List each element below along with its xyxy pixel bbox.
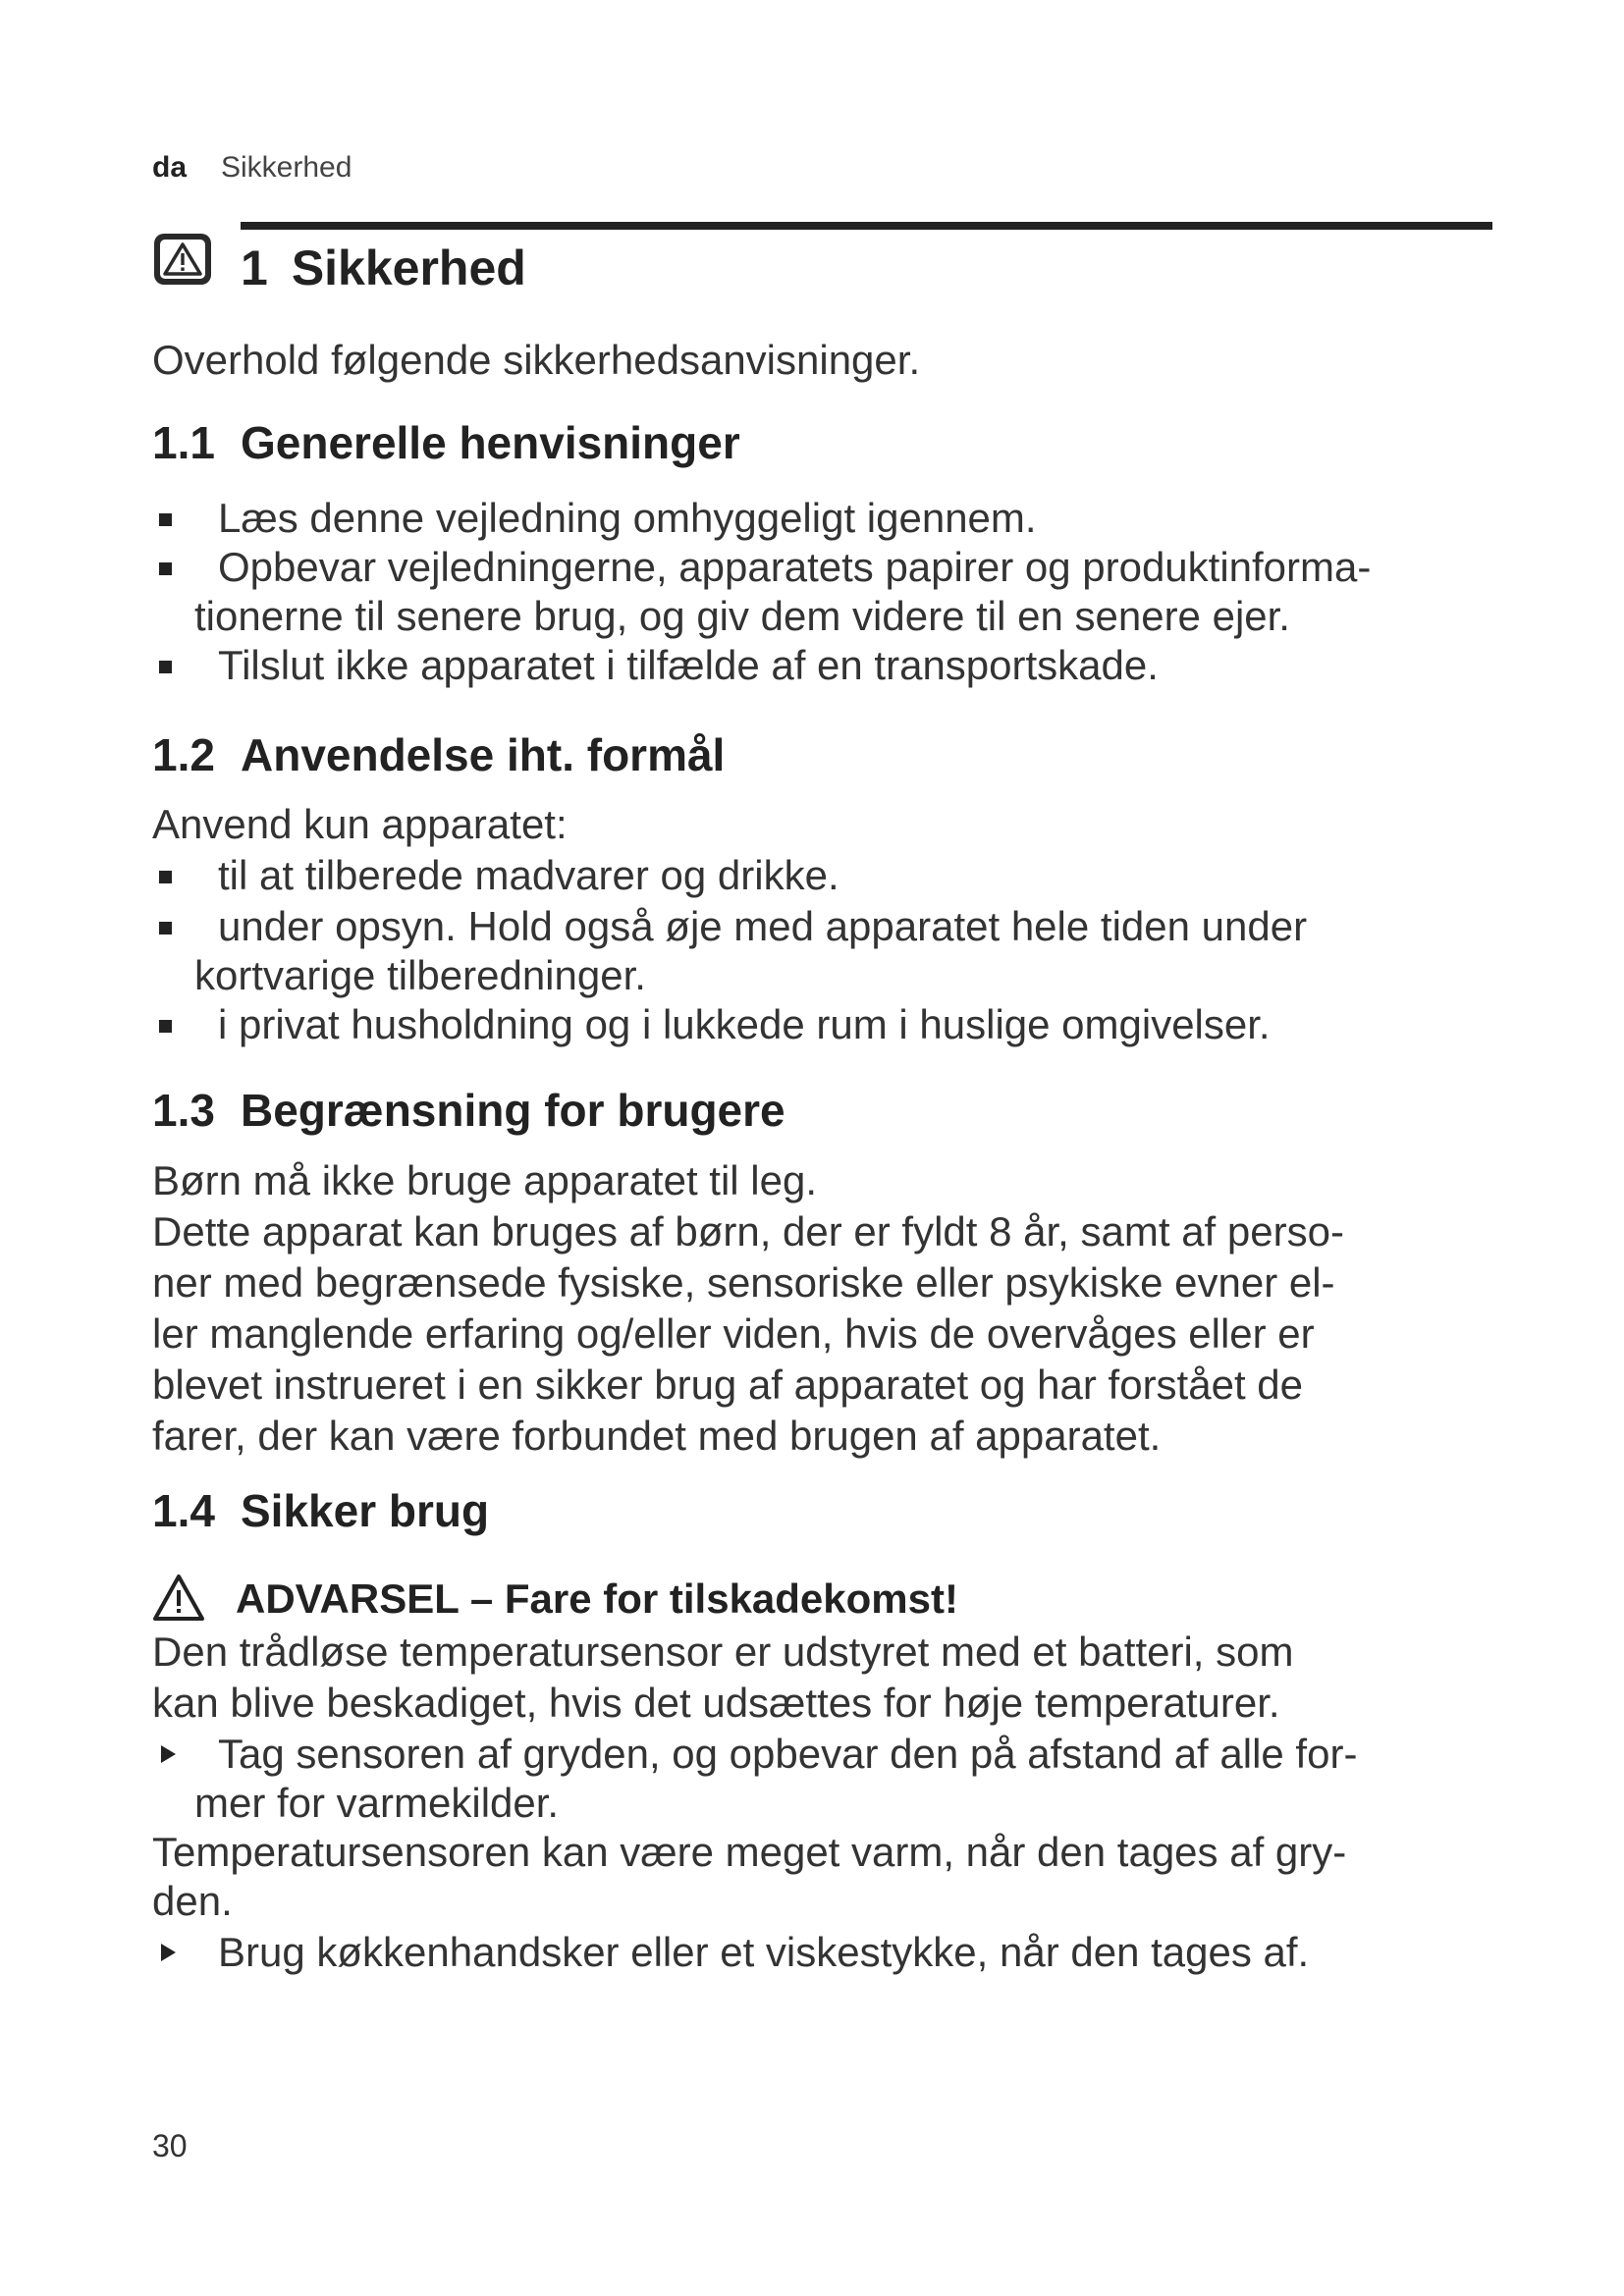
section-number: 1.3 — [152, 1085, 215, 1136]
paragraph: Anvend kun apparatet: — [152, 801, 568, 847]
paragraph-line: Den trådløse temperatursensor er udstyret med et batteri, som — [152, 1629, 1294, 1675]
section-heading-1-1 — [152, 416, 740, 469]
warning-triangle-icon — [152, 1574, 205, 1623]
list-item: under opsyn. Hold også øje med apparatet hele tiden under — [218, 903, 1308, 949]
list-item: Opbevar vejledningerne, apparatets papirer og produktinforma- — [218, 544, 1372, 590]
chapter-rule — [241, 222, 1492, 230]
paragraph-line: den. — [152, 1878, 233, 1924]
section-heading-1-4 — [152, 1484, 489, 1537]
bullet-icon — [159, 1020, 172, 1033]
step-item: Brug køkkenhandsker eller et viskestykke, når den tages af. — [218, 1929, 1310, 1975]
list-item: i privat husholdning og i lukkede rum i huslige omgivelser. — [218, 1001, 1271, 1047]
chapter-title-text: Sikkerhed — [291, 240, 526, 295]
list-item: til at tilberede madvarer og drikke. — [218, 852, 839, 898]
step-item: Tag sensoren af gryden, og opbevar den på afstand af alle for- — [218, 1731, 1358, 1777]
page-number: 30 — [152, 2128, 188, 2163]
section-heading-1-2 — [152, 728, 725, 781]
step-arrow-icon — [161, 1944, 176, 1961]
paragraph-line: ner med begrænsede fysiske, sensoriske eller psykiske evner el- — [152, 1259, 1335, 1306]
section-title: Generelle henvisninger — [241, 417, 740, 468]
paragraph-line: kan blive beskadiget, hvis det udsættes for høje temperaturer. — [152, 1680, 1280, 1726]
list-item: Tilslut ikke apparatet i tilfælde af en transportskade. — [218, 642, 1159, 688]
section-heading-1-3 — [152, 1084, 785, 1137]
paragraph-line: blevet instrueret i en sikker brug af apparatet og har forstået de — [152, 1362, 1304, 1408]
bullet-icon — [159, 922, 172, 934]
header-language-code: da — [152, 151, 188, 184]
warning-title: ADVARSEL – Fare for tilskadekomst! — [236, 1575, 958, 1622]
bullet-icon — [159, 871, 172, 883]
section-number: 1.4 — [152, 1485, 215, 1536]
paragraph: Børn må ikke bruge apparatet til leg. — [152, 1157, 818, 1203]
chapter-intro: Overhold følgende sikkerhedsanvisninger. — [152, 337, 921, 383]
header-section-title: Sikkerhed — [221, 151, 352, 184]
section-title: Begrænsning for brugere — [241, 1085, 785, 1136]
chapter-number: 1 — [241, 240, 268, 295]
bullet-icon — [159, 513, 172, 526]
section-number: 1.2 — [152, 729, 215, 780]
step-arrow-icon — [161, 1745, 176, 1763]
chapter-title — [241, 240, 526, 296]
section-number: 1.1 — [152, 417, 215, 468]
step-item-continuation: mer for varmekilder. — [194, 1780, 560, 1826]
section-title: Anvendelse iht. formål — [241, 729, 726, 780]
bullet-icon — [159, 562, 172, 575]
bullet-icon — [159, 661, 172, 673]
paragraph-line: ler manglende erfaring og/eller viden, hvis de overvåges eller er — [152, 1310, 1315, 1357]
paragraph-line: farer, der kan være forbundet med brugen af apparatet. — [152, 1413, 1162, 1459]
warning-box-icon — [152, 232, 213, 287]
list-item-continuation: tionerne til senere brug, og giv dem videre til en senere ejer. — [194, 593, 1290, 639]
paragraph-line: Temperatursensoren kan være meget varm, når den tages af gry- — [152, 1829, 1347, 1875]
list-item: Læs denne vejledning omhyggeligt igennem. — [218, 495, 1037, 541]
paragraph-line: Dette apparat kan bruges af børn, der er fyldt 8 år, samt af perso- — [152, 1208, 1344, 1255]
list-item-continuation: kortvarige tilberedninger. — [194, 952, 646, 998]
section-title: Sikker brug — [241, 1485, 490, 1536]
